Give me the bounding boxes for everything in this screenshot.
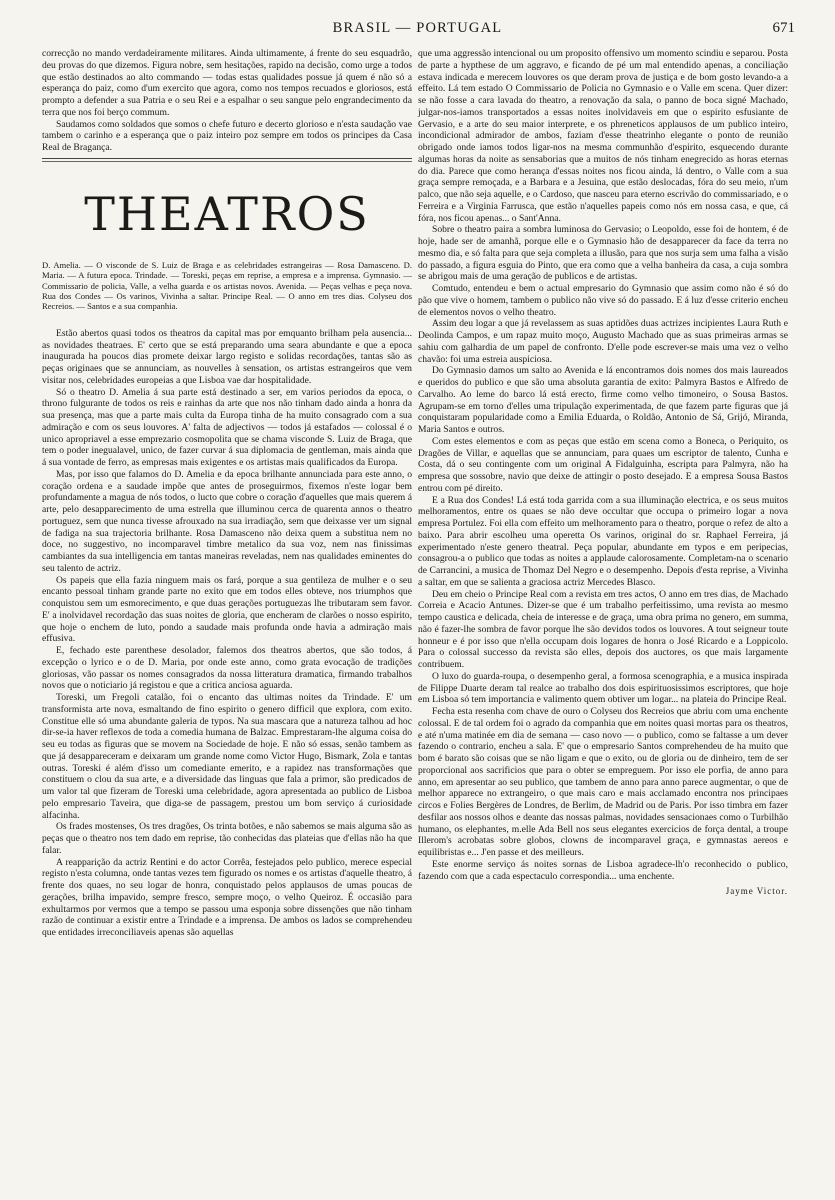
program-summary: D. Amelia. — O visconde de S. Luiz de Braga e as celebridades estrangeiras — Rosa Damasceno. D. Maria. — A futura epoca. Trindade. — Toreski, peças em reprise, a empresa e a imprensa. Gymnasio. — Commissario de policia, Valle, a velha guarda e os artistas novos. Avenida. — Peças velhas e peça nova. Rua dos Condes — Os varinos, Vivinha a saltar. Principe Real. — O anno em tres dias. Colyseu dos Recreios. — Santos e a sua companhia.: [42, 259, 412, 312]
section-divider: [42, 161, 412, 162]
running-title: BRASIL — PORTUGAL: [332, 20, 503, 36]
intro-paragraph: correcção no mando verdadeiramente militares. Ainda ultimamente, á frente do seu esquadrão, deu provas do que dizemos. Figura nobre, sem hesitações, rapido na decisão, como urge a todos que estão destinados ao alto commando — todas estas qualidades possue já quem é não só a esperança do paiz, como d'um exercito que agora, como nos tempos recuados e gloriosos, está prompto a defender a sua Patria e o seu Rei e a espalhar o seu sangue pelo engrandecimento da terra que nos foi berço commum.: [42, 48, 412, 118]
article-paragraph: Assim deu logar a que já revelassem as suas aptidões duas actrizes incipientes Laura Ruth e Deolinda Campos, e um rapaz muito moço, Augusto Machado que as suas primeiras armas se sahiu com galhardia de um papel de confronto. D'elle pode escrever-se mais uma vez o velho chavão: foi uma estreia auspiciosa.: [418, 318, 788, 365]
article-paragraph: E, fechado este parenthese desolador, falemos dos theatros abertos, que são todos, á excepção o lyrico e o de D. Maria, por onde este anno, como grata evocação de tradições gloriosas, vão passar os nomes consagrados da nossa litteratura dramatica, firmando trabalhos novos que o noticiario já registou e que a critica anciosa aguarda.: [42, 645, 412, 692]
article-paragraph: Deu em cheio o Principe Real com a revista em tres actos, O anno em tres dias, de Machado Correia e Acacio Antunes. Dizer-se que é um trabalho perfeitissimo, uma revista ao mesmo tempo caustica e delicada, cheia de interesse e de graça, uma obra prima no genero, em summa, não é fazer-lhe sombra de favor porque lhe são devidos todos os louvores. A tout seigneur toute honneur e é por isso que n'ella occupam dois logares de honra o José Ricardo e a Loppicolo. Para o colossal successo da revista são elles, depois dos auctores, os que mais largamente contribuem.: [418, 588, 788, 670]
article-paragraph: Mas, por isso que falamos do D. Amelia e da epoca brilhante annunciada para este anno, o coração ordena e a saudade impõe que antes de proseguirmos, fixemos n'este logar bem profundamente a magua de nós todos, o lucto que cobre o coração d'aquelles que mais querem á arte, pelo desapparecimento de uma estrella que illuminou cerca de quarenta annos o theatro portuguez, sem que nunca tivesse afrouxado na sua irradiação, sem que deixasse ver um signal de fadiga na sua trajectoria brilhante. Rosa Damasceno não deixa quem a substitua nem no doce, no suggestivo, no incomparavel timbre metalico da sua voz, nem nas finissimas cambiantes da sua intelligencia em tantas maneiras reveladas, nem nas qualidades eminentes do seu talento de actriz.: [42, 468, 412, 574]
section-divider: [42, 158, 412, 159]
article-paragraph: Toreski, um Fregoli catalão, foi o encanto das ultimas noites da Trindade. E' um transformista arte nova, esmaltando de fino espirito o genero difficil que explora, com exito. Constitue elle só uma abundante galeria de typos. Na sua mascara que a natureza talhou ad hoc dir-se-ia haver reflexos de toda a comedia humana de Balzac. Emprestaram-lhe alguma coisa do seu eu todas as figuras que se movem na Sociedade de hoje. E não só essas, senão tambem as que já desappareceram e deixaram um grande nome como Victor Hugo, Bismark, Zola e tantas outras. Toreski é além d'isso um comediante emerito, e a rapidez nas transformações que constituem o clou da sua arte, e a diversidade das linguas que fala a primor, são predicados de um valor tal que fizeram de Toreski uma celebridade, agora apresentada ao publico de Lisboa pelo empresario Taveira, que diga-se de passagem, prestou um bom serviço á curiosidade alfacinha.: [42, 692, 412, 821]
intro-paragraph: Saudamos como soldados que somos o chefe futuro e decerto glorioso e n'esta saudação vae tambem o carinho e a esperança que o paiz inteiro poz sempre em todos os principes da Casa Real de Bragança.: [42, 118, 412, 153]
article-paragraph: Este enorme serviço ás noites sornas de Lisboa agradece-lh'o reconhecido o publico, fazendo com que a cada espectaculo correspondia... uma enchente.: [418, 858, 788, 882]
article-paragraph: Os papeis que ella fazia ninguem mais os fará, porque a sua gentileza de mulher e o seu encanto pessoal tinham grande parte no exito que em todos elles obteve, nos triumphos que conquistou sem um esmorecimento, e que duas gerações portuguezas lhe tributaram sem favor. E' a inolvidavel recordação das suas noites de gloria, que encheram de clarões o nosso espirito, que hoje o enchem de luto, pondo a saudade mais profunda onde havia a admiração mais effusiva.: [42, 574, 412, 645]
page-number: 671: [772, 20, 795, 36]
article-paragraph: Fecha esta resenha com chave de ouro o Colyseu dos Recreios que abriu com uma enchente colossal. E de tal ordem foi o agrado da companhia que em noites quasi mortas para os theatros, e até n'uma matinée em dia de semana — caso novo — o publico, como se faltasse a um dever fazendo o contrario, encheu a sala. E' que o empresario Santos comprehendeu de ha muito que bom é barato são coisas que se não ligam e que o exito, ou de gloria ou de dinheiro, tem de ser proporcional aos sacrificios que para o obter se empreguem. Por isso ele porfia, de anno para anno, em apresentar ao seu publico, que tambem de anno para anno parece augmentar, o que de melhor apparece no extrangeiro, o que mais caro e mais acclamado encontra nos principaes circos e Folies Bergères de Londres, de Berlim, de Madrid ou de Paris. Por isso timbra em fazer desfilar aos nossos olhos e deante das nossas palmas, novidades sensacionaes como o Turbilhão humano, os elephantes, m.elle Ada Bell nos seus elegantes exercicios de força dental, a troupe Illerom's acrobatas sobre globos, clowns de incomparavel graça, e gymnastas aereos e equilibristas e... J'en passe et des meilleurs.: [418, 706, 788, 858]
article-paragraph: O luxo do guarda-roupa, o desempenho geral, a formosa scenographia, e a musica inspirada de Filippe Duarte deram tal realce ao trabalho dos dois espirituosissimos escriptores, que hoje em Lisboa só tem importancia e valimento quem obtiver um logar... na plateia do Principe Real.: [418, 670, 788, 706]
article-paragraph: Só o theatro D. Amelia á sua parte está destinado a ser, em varios periodos da epoca, o throno fulgurante de todos os reis e rainhas da arte que nos não tinham dado ainda a honra da sua presença, mas que a parte mais culta da Europa tinha de ha muito consagrado com a sua admiração e com os seus louvores. A' falta de adjectivos — todos já estafados — colossal é o unico apropriavel a esse emprezario cosmopolita que se chama visconde S. Luiz de Braga, que tem o poder inegualavel, unico, de fazer curvar á sua diplomacia de gentleman, mais ainda que á sua vontade de ferro, as empresas mais exigentes e os artistas mais qualificados da Europa.: [42, 386, 412, 469]
article-paragraph: E a Rua dos Condes! Lá está toda garrida com a sua illuminação electrica, e os seus muitos melhoramentos, entre os quaes se não deve occultar que occupa o primeiro logar a nova empresa Portulez. Foi ella com effeito um melhoramento para o theatro, porque o refez de alto a baixo. Para abrir escolheu uma operetta Os varinos, original do sr. Raphael Ferreira, já experimentado n'este genero theatral. Peça popular, abundante em typos e em peripecias, consagrou-a o publico que todas as noites a applaude calorosamente. Completam-na o scenario de Carrancini, a musica de Thomaz Del Negro e o desempenho. Depois d'esta reprise, a Vivinha a saltar, em que se salienta a graciosa actriz Mercedes Blasco.: [418, 494, 788, 588]
page-header: [40, 20, 795, 40]
author-signature: Jayme Victor.: [725, 886, 788, 897]
left-column: [42, 48, 412, 939]
article-paragraph: Estão abertos quasi todos os theatros da capital mas por emquanto brilham pela ausencia... as novidades theatraes. E' certo que se está preparando uma seara abundante e que a epoca inaugurada ha poucos dias promete deixar largo registo e solidas recordações, tantas são as peças originaes que se annunciam, as nouvelles à sensation, os artistas estrangeiros que vem visitar nos, celebridades europeias a que Lisboa vae dar hospitalidade.: [42, 327, 412, 386]
right-column: [418, 48, 788, 898]
article-paragraph: Sobre o theatro paira a sombra luminosa do Gervasio; o Leopoldo, esse foi de hontem, é de hoje, hade ser de amanhã, porque elle e o Gymnasio hão de desapparecer da face da terra no mesmo dia, e só falta para que seja completa a illusão, para que nos surja sem uma falha a visão do passado, a figura esguia do Pinto, que era como que a velha banheira da casa, a cuja sombra se abrigou mais de uma geração de publicos e de artistas.: [418, 224, 788, 283]
article-paragraph: Os frades mostenses, Os tres dragões, Os trinta botões, e não sabemos se mais alguma são as peças que o theatro nos tem dado em reprise, tão conhecidas das plateias que d'ellas não ha que falar.: [42, 821, 412, 856]
article-paragraph: Comtudo, entendeu e bem o actual empresario do Gymnasio que assim como não é só do pão que vive o homem, tambem o publico não vive só do passado. E á luz d'esse criterio encheu de elementos novos o velho theatro.: [418, 283, 788, 318]
article-paragraph: A reapparição da actriz Rentini e do actor Corrêa, festejados pelo publico, merece especial registo n'esta columna, onde tantas vezes tem figurado os nomes e os artistas d'aquelle theatro, á frente dos quaes, no seu logar de honra, conquistado pelos applausos de umas poucas de gerações, brilha impavido, sempre fresco, sempre moço, o velho Queiroz. É occasião para exhultarmos por vermos que a tempo se passou uma esponja sobre dissenções que não tinham razão de continuar a existir entre a Trindade e a imprensa. De ambos os lados se comprehendeu que entidades irreconciliaveis apenas são aquellas: [42, 856, 412, 939]
article-paragraph: que uma aggressão intencional ou um proposito offensivo um momento scindiu e separou. Posta de parte a hypthese de um aggravo, e ficando de pé um mal entendido apenas, a conciliação estava indicada e merecem louvores os que deram prova de justiça e de bom gosto levando-a a effeito. Lá tem estado O Commissario de Policia no Gymnasio e o Valle em scena. Quer dizer: se não fosse a cara lavada do theatro, a renovação da sala, o panno de boca signé Machado, julgar-nos-iamos transportados a essas noites inolvidaveis em que o espirito esfusiante de Gervasio, e a arte do seu maior interprete, e os phreneticos applausos de um publico inteiro, incondicional admirador de ambos, faziam d'esse theatrinho elegante o ponto de reunião obrigado onde iamos todos ligar-nos na mesma communhão d'espirito, esquecendo durante algumas horas da noite as sensaborias que a muitos de nós tinham enegrecido as horas eternas do dia. Parece que como herança d'essas noites nos ficou ainda, lá dentro, o Valle com a sua graça sempre remoçada, e a Barbara e a Jesuina, que estão deslocadas, fóra do seu meio, n'um palco, que não seja aquelle, e o Cardoso, que nasceu para eterno escrivão do commissariado, e o Ferreira e a Virginia Farrusca, que estão n'aquelles papeis como nós em nossa casa, e que, cá fóra, nos ficou apenas... o Sant'Anna.: [418, 48, 788, 224]
article-paragraph: Com estes elementos e com as peças que estão em scena como a Boneca, o Periquito, os Dragões de Villar, e aquellas que se annunciam, para quaes um escriptor de talento, Cunha e Costa, dá o seu contingente com um original A Fidalguinha, escripta para Palmyra, não ha empresa que sossobre, navio que deixe de attingir o posto desejado. E a empresa Sousa Bastos entrou com pé direito.: [418, 435, 788, 494]
article-paragraph: Do Gymnasio damos um salto ao Avenida e lá encontramos dois nomes dos mais laureados e queridos do publico e que são uma absoluta garantia de exito: Palmyra Bastos e Alfredo de Carvalho. Ao leme do barco lá está erecto, firme como velho timoneiro, o Sousa Bastos. Agrupam-se em torno d'elles uma tripulação experimentada, de que fazem parte figuras que já conquistaram popularidade como a Emilia Eduarda, o Roldão, Antonio de Sá, Grijó, Miranda, Maria Santos e outros.: [418, 365, 788, 435]
section-heading: THEATROS: [84, 186, 370, 241]
